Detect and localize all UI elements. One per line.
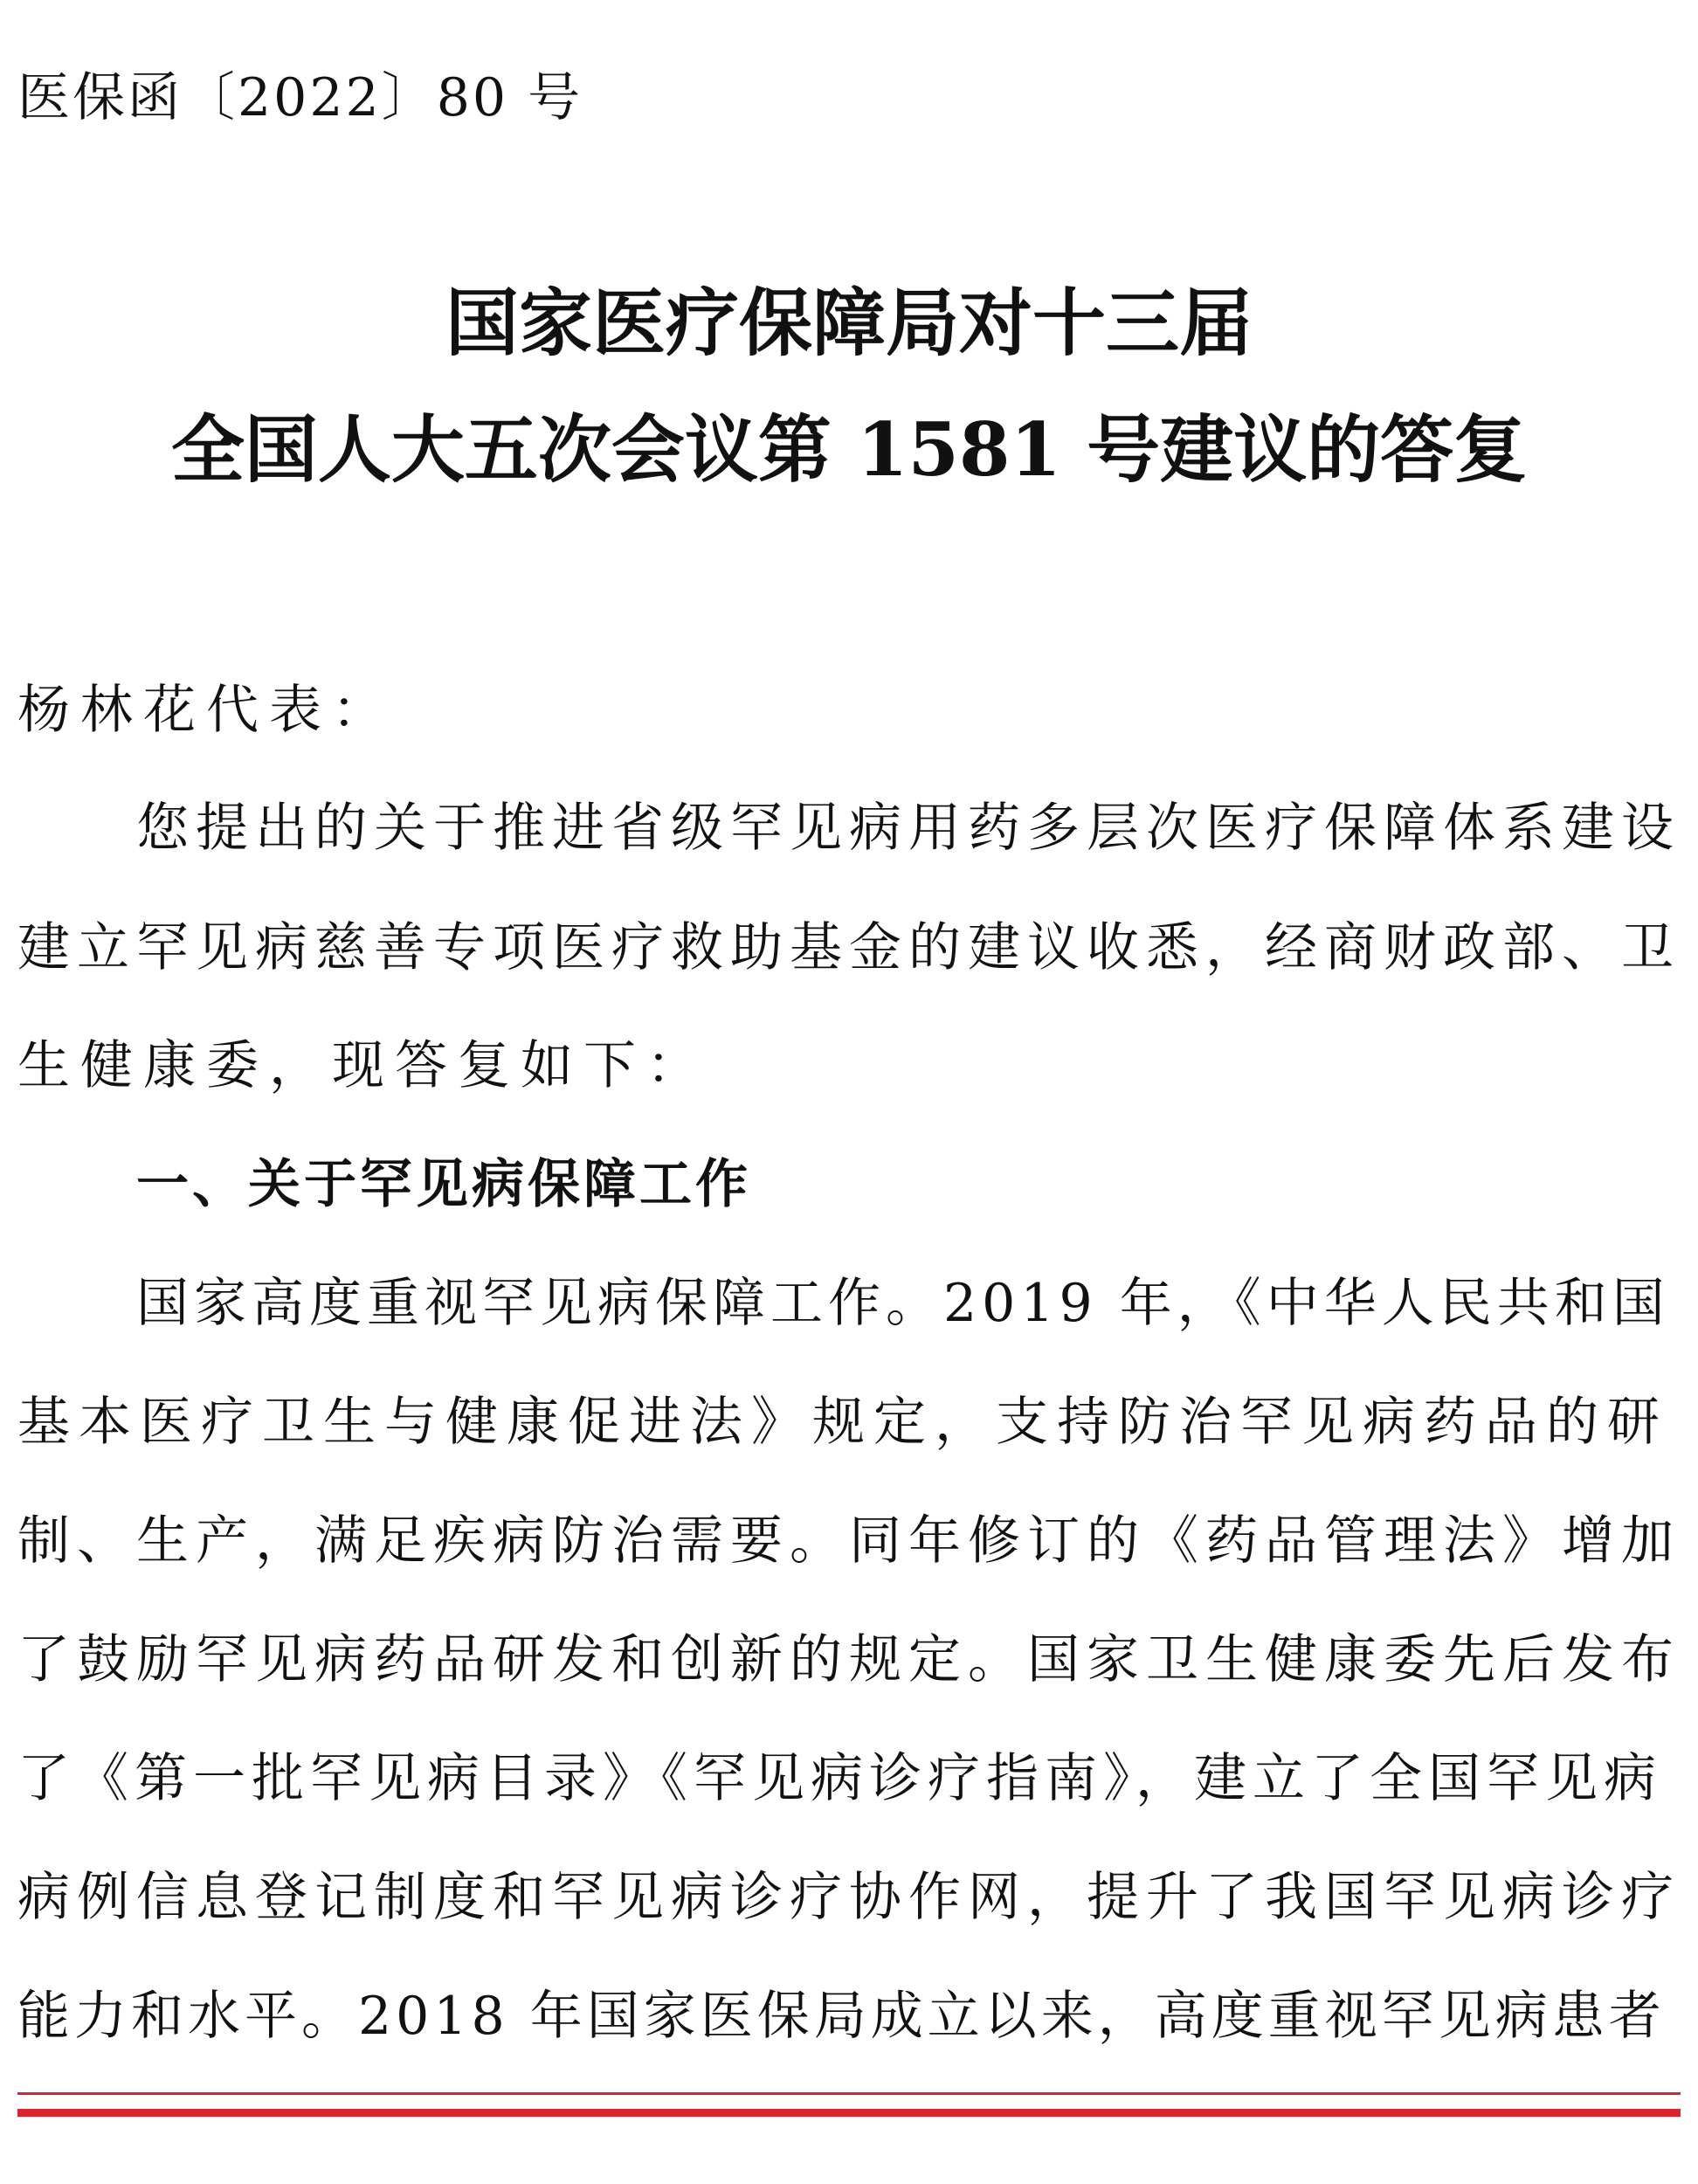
document-title-line-2: 全国人大五次会议第 1581 号建议的答复 — [170, 406, 1528, 493]
paragraph-line: 了《第一批罕见病目录》《罕见病诊疗指南》，建立了全国罕见病 — [17, 1748, 1662, 1809]
footer-rule-thin — [17, 2092, 1681, 2095]
paragraph-line: 病例信息登记制度和罕见病诊疗协作网，提升了我国罕见病诊疗 — [17, 1867, 1681, 1928]
salutation: 杨林花代表： — [17, 680, 395, 741]
paragraph-line: 制、生产，满足疾病防治需要。同年修订的《药品管理法》增加 — [17, 1510, 1681, 1572]
paragraph-line: 能力和水平。2018 年国家医保局成立以来，高度重视罕见病患者 — [17, 1986, 1666, 2047]
footer-rule-thick — [17, 2109, 1681, 2117]
section-heading: 一、关于罕见病保障工作 — [136, 1154, 751, 1215]
paragraph-line: 国家高度重视罕见病保障工作。2019 年，《中华人民共和国 — [136, 1273, 1670, 1334]
paragraph-line: 生健康委，现答复如下： — [17, 1035, 709, 1096]
document-title-line-1: 国家医疗保障局对十三届 — [445, 280, 1253, 366]
paragraph-line: 了鼓励罕见病药品研发和创新的规定。国家卫生健康委先后发布 — [17, 1629, 1681, 1690]
paragraph-line: 建立罕见病慈善专项医疗救助基金的建议收悉，经商财政部、卫 — [17, 917, 1681, 978]
document-number: 医保函〔2022〕80 号 — [17, 67, 583, 128]
paragraph-line: 基本医疗卫生与健康促进法》规定，支持防治罕见病药品的研 — [17, 1392, 1668, 1453]
paragraph-line: 您提出的关于推进省级罕见病用药多层次医疗保障体系建设 — [136, 798, 1681, 859]
